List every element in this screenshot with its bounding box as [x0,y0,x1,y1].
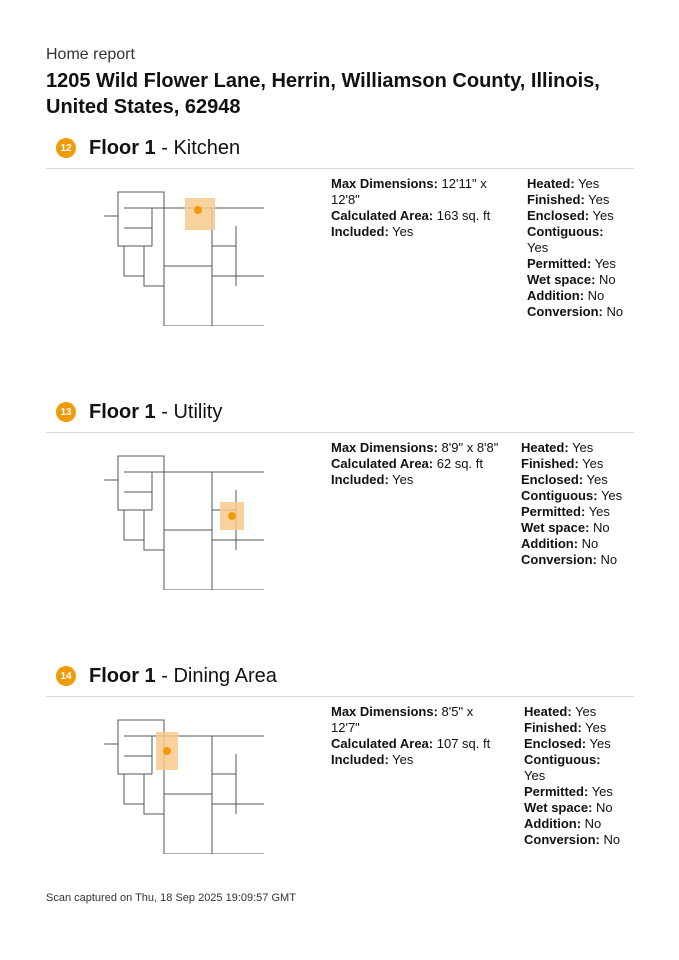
max-dim-label: Max Dimensions: [331,704,438,719]
area-label: Calculated Area: [331,736,434,751]
room-title [89,401,222,424]
heated-label: Heated: [527,176,575,191]
heated-value: Yes [578,176,600,191]
finished-value: Yes [588,192,610,207]
finished-label: Finished: [524,720,582,735]
max-dim-value: 12'11" x 12'8" [331,176,487,207]
room-marker [228,512,236,520]
floor-label: Floor 1 [89,664,156,687]
max-dim-value: 8'5" x 12'7" [331,704,474,735]
contiguous-value: Yes [527,240,549,255]
room-summary [331,704,501,768]
enclosed-value: Yes [589,736,611,751]
area-label: Calculated Area: [331,208,434,223]
addition-label: Addition: [527,288,585,303]
wet-space-value: No [596,800,613,815]
addition-value: No [584,816,602,831]
room-heading [56,664,277,688]
room-number-badge: 12 [56,138,76,158]
included-label: Included: [331,752,389,767]
addition-value: No [587,288,605,303]
room-title [89,665,277,688]
room-summary [331,440,501,488]
room-marker [163,747,171,755]
included-label: Included: [331,224,389,239]
included-value: Yes [392,224,414,239]
room-attributes [527,176,627,320]
room-number-badge: 13 [56,402,76,422]
max-dim-label: Max Dimensions: [331,176,438,191]
heated-label: Heated: [524,704,572,719]
room-heading [56,136,240,160]
addition-label: Addition: [524,816,582,831]
room-heading [56,400,222,424]
room-attributes [521,440,631,568]
enclosed-label: Enclosed: [527,208,590,223]
floor-plan-thumbnail [104,176,264,326]
room-section-kitchen [46,136,634,376]
conversion-label: Conversion: [527,304,603,319]
title-separator: - [155,136,174,159]
permitted-label: Permitted: [521,504,586,519]
contiguous-label: Contiguous: [524,752,601,767]
wet-space-label: Wet space: [524,800,593,815]
floor-label: Floor 1 [89,136,156,159]
heated-value: Yes [572,440,594,455]
permitted-value: Yes [588,504,610,519]
contiguous-label: Contiguous: [527,224,604,239]
highlighted-room [185,198,215,230]
conversion-value: No [603,832,621,847]
room-title [89,137,240,160]
room-name: Kitchen [173,136,241,159]
area-value: 62 sq. ft [436,456,483,471]
conversion-value: No [600,552,618,567]
addition-value: No [581,536,599,551]
wet-space-value: No [593,520,610,535]
property-address: 1205 Wild Flower Lane, Herrin, Williamson County, Illinois, United States, 62948 [46,70,600,118]
title-separator: - [155,400,174,423]
room-name: Dining Area [173,664,277,687]
included-label: Included: [331,472,389,487]
permitted-value: Yes [594,256,616,271]
finished-label: Finished: [527,192,585,207]
included-value: Yes [392,472,414,487]
enclosed-value: Yes [586,472,608,487]
wet-space-label: Wet space: [521,520,590,535]
floor-plan-thumbnail [104,440,264,590]
room-marker [194,206,202,214]
contiguous-value: Yes [600,488,623,503]
room-name: Utility [173,400,223,423]
area-value: 163 sq. ft [436,208,491,223]
conversion-label: Conversion: [521,552,597,567]
contiguous-label: Contiguous: [521,488,598,503]
heated-value: Yes [575,704,597,719]
scan-timestamp: Scan captured on Thu, 18 Sep 2025 19:09:57 GMT [46,892,296,904]
room-number-badge: 14 [56,666,76,686]
room-section-dining-area [46,664,634,904]
wet-space-value: No [599,272,616,287]
contiguous-value: Yes [524,768,546,783]
finished-value: Yes [585,720,607,735]
floor-label: Floor 1 [89,400,156,423]
title-separator: - [155,664,174,687]
permitted-label: Permitted: [524,784,589,799]
conversion-value: No [606,304,624,319]
wet-space-label: Wet space: [527,272,596,287]
max-dim-value: 8'9" x 8'8" [441,440,499,455]
finished-label: Finished: [521,456,579,471]
included-value: Yes [392,752,414,767]
heated-label: Heated: [521,440,569,455]
conversion-label: Conversion: [524,832,600,847]
section-divider [46,696,634,697]
max-dim-label: Max Dimensions: [331,440,438,455]
area-label: Calculated Area: [331,456,434,471]
section-divider [46,432,634,433]
permitted-value: Yes [591,784,613,799]
enclosed-label: Enclosed: [521,472,584,487]
permitted-label: Permitted: [527,256,592,271]
floor-plan-thumbnail [104,704,264,854]
enclosed-value: Yes [592,208,614,223]
report-label: Home report [46,46,135,63]
room-attributes [524,704,624,848]
area-value: 107 sq. ft [436,736,491,751]
enclosed-label: Enclosed: [524,736,587,751]
room-section-utility [46,400,634,640]
section-divider [46,168,634,169]
addition-label: Addition: [521,536,579,551]
room-summary [331,176,501,240]
finished-value: Yes [582,456,604,471]
